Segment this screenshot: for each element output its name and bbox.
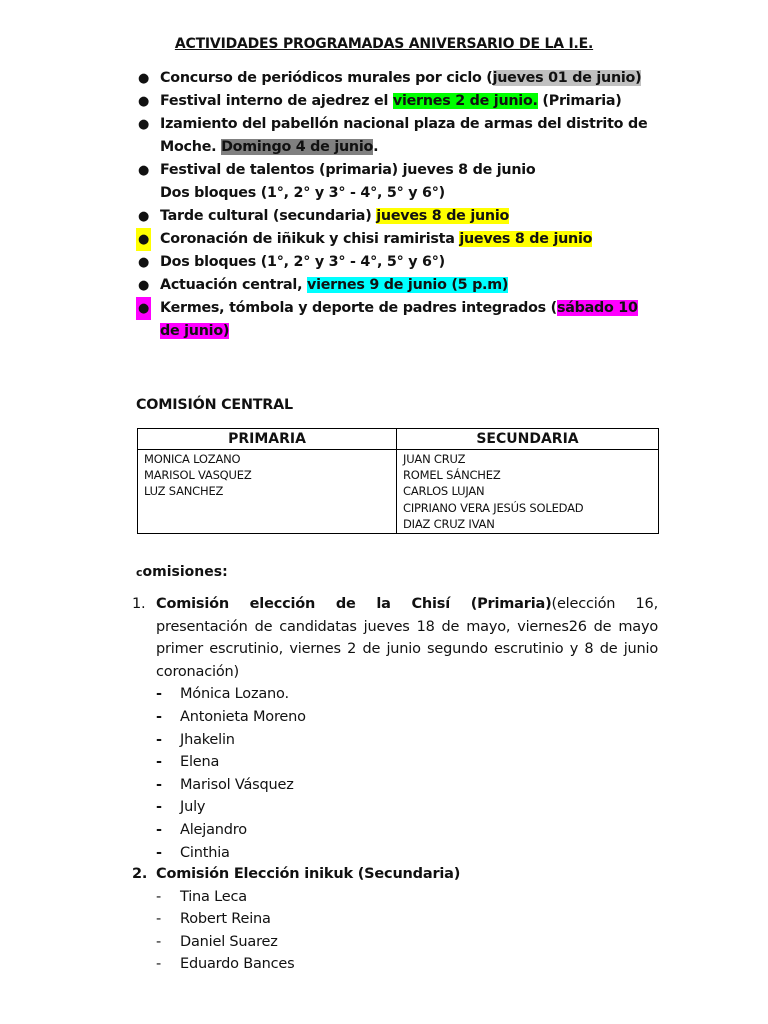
activity-item [132, 90, 652, 113]
activities-list [132, 67, 652, 343]
commission-body [156, 593, 658, 864]
dash-bullet-icon: - [156, 754, 162, 771]
central-commission-heading: COMISIÓN CENTRAL [136, 397, 293, 413]
highlighted-date: Domingo 4 de junio [221, 139, 374, 155]
member-name: Jhakelin [180, 731, 235, 748]
col-header-primaria: PRIMARIA [138, 429, 397, 450]
highlighted-date: viernes 2 de junio. [392, 93, 538, 109]
activity-text: Izamiento del pabellón nacional plaza de armas del distrito de Moche. [160, 116, 648, 155]
highlighted-date: sábado 10 de junio) [160, 300, 638, 339]
activity-item [132, 228, 652, 251]
member-name: Cinthia [180, 844, 230, 861]
bullet-icon: ● [138, 163, 150, 178]
activity-text: (Primaria) [537, 93, 622, 109]
member-name: Mónica Lozano. [180, 686, 289, 703]
member-name: Eduardo Bances [180, 956, 295, 973]
bullet-icon: ● [138, 94, 150, 109]
activity-text: Kermes, tómbola y deporte de padres integrados ( [160, 300, 557, 316]
commission-member [156, 796, 658, 819]
commission-title: Comisión elección de la Chisí (Primaria) [156, 596, 552, 612]
member-name: Antonieta Moreno [180, 708, 306, 725]
commission-item [132, 593, 658, 864]
member-name: MONICA LOZANO [144, 452, 241, 466]
activity-text: Festival interno de ajedrez el [160, 93, 393, 109]
bullet-icon: ● [138, 278, 150, 293]
member-name: Elena [180, 754, 220, 771]
comisiones-heading [136, 564, 228, 580]
commission-members-list [156, 886, 658, 976]
bullet-icon: ● [138, 255, 150, 270]
bullet-icon: ● [138, 209, 150, 224]
member-name: July [180, 799, 206, 816]
member-name: DIAZ CRUZ IVAN [403, 516, 495, 531]
comisiones-heading-rest: omisiones: [142, 564, 228, 580]
col-header-secundaria: SECUNDARIA [397, 429, 659, 450]
commission-member [156, 683, 658, 706]
member-name: CIPRIANO VERA JESÚS SOLEDAD [403, 500, 584, 515]
commission-members-list [156, 683, 658, 864]
commission-member [156, 886, 658, 909]
primaria-members-cell [138, 450, 397, 534]
activity-item [132, 159, 652, 205]
member-name: ROMEL SÁNCHEZ [403, 468, 501, 483]
commission-member [156, 931, 658, 954]
secundaria-members-cell [397, 450, 659, 534]
member-name: MARISOL VASQUEZ [144, 468, 252, 483]
commission-description [156, 863, 658, 886]
highlighted-date: jueves 8 de junio [376, 208, 510, 224]
activity-text: . [373, 139, 379, 155]
dash-bullet-icon: - [156, 933, 162, 950]
member-name: Marisol Vásquez [180, 776, 294, 793]
commission-member [156, 706, 658, 729]
dash-bullet-icon: - [156, 708, 162, 725]
member-name: Robert Reina [180, 911, 271, 928]
member-name: LUZ SANCHEZ [144, 484, 224, 499]
dash-bullet-icon: - [156, 844, 162, 861]
activity-item [132, 251, 652, 274]
dash-bullet-icon: - [156, 956, 162, 973]
dash-bullet-icon: - [156, 799, 162, 816]
bullet-icon: ● [138, 71, 150, 86]
member-name: Daniel Suarez [180, 933, 278, 950]
document-title [0, 36, 768, 52]
activity-item [132, 67, 652, 90]
activity-item [132, 113, 652, 159]
bullet-icon: ● [136, 297, 151, 320]
member-name: JUAN CRUZ [403, 452, 466, 466]
activity-text: Dos bloques (1°, 2° y 3° - 4°, 5° y 6°) [160, 185, 445, 201]
commission-detail: (elección 16, presentación de candidatas jueves 18 de mayo, viernes26 de mayo primer escrutinio, viernes 2 de junio segundo escrutinio y 8 de junio coronación) [156, 596, 658, 680]
member-name: Alejandro [180, 821, 247, 838]
comisiones-heading-initial: c [136, 566, 143, 579]
bullet-icon: ● [136, 228, 151, 251]
commission-title: Comisión Elección inikuk (Secundaria) [156, 866, 461, 882]
title-text: ACTIVIDADES PROGRAMADAS ANIVERSARIO DE LA I.E. [174, 36, 594, 52]
highlighted-date: jueves 8 de junio [459, 231, 593, 247]
highlighted-date: jueves 01 de junio) [492, 70, 642, 86]
commission-description [156, 593, 658, 683]
activity-item [132, 274, 652, 297]
member-name: CARLOS LUJAN [403, 484, 485, 499]
dash-bullet-icon: - [156, 731, 162, 748]
activity-item [132, 297, 652, 343]
commission-number: 2. [132, 866, 148, 882]
activity-text: Dos bloques (1°, 2° y 3° - 4°, 5° y 6°) [160, 254, 445, 270]
activity-text: Actuación central, [160, 277, 307, 293]
commission-number: 1. [132, 596, 146, 612]
member-name: Tina Leca [180, 888, 247, 905]
bullet-icon: ● [138, 117, 150, 132]
dash-bullet-icon: - [156, 821, 162, 838]
activity-item [132, 205, 652, 228]
dash-bullet-icon: - [156, 888, 162, 905]
commission-member [156, 953, 658, 976]
activity-text: Concurso de periódicos murales por ciclo ( [160, 70, 493, 86]
commission-member [156, 751, 658, 774]
activity-text: Coronación de iñikuk y chisi ramirista [160, 231, 460, 247]
commission-member [156, 842, 658, 865]
commission-member [156, 729, 658, 752]
commission-body [156, 863, 658, 976]
activity-text: Tarde cultural (secundaria) [160, 208, 377, 224]
commission-item [132, 863, 658, 976]
commission-member [156, 908, 658, 931]
commission-member [156, 774, 658, 797]
highlighted-date: viernes 9 de junio (5 p.m) [307, 277, 509, 293]
dash-bullet-icon: - [156, 776, 162, 793]
central-commission-table [137, 428, 659, 534]
commission-member [156, 819, 658, 842]
dash-bullet-icon: - [156, 911, 162, 928]
activity-text: Festival de talentos (primaria) jueves 8 de junio [160, 162, 536, 178]
dash-bullet-icon: - [156, 686, 162, 703]
